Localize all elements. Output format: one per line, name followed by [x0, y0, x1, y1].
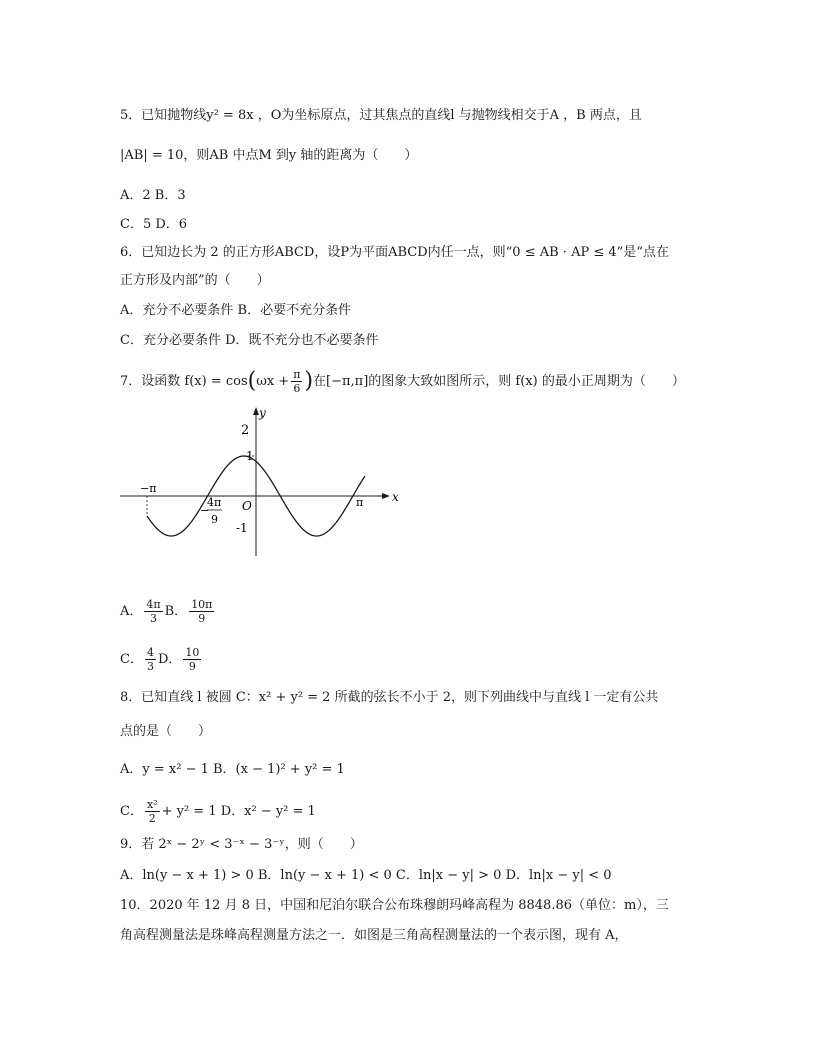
q8-options-ab: A．y = x² − 1 B．(x − 1)² + y² = 1	[120, 762, 345, 777]
q7-optC-label: C．	[120, 652, 143, 667]
q7-pi-den: 6	[293, 382, 301, 395]
q8-optC-num: x²	[146, 798, 158, 811]
q7-optA-num: 4π	[146, 598, 161, 611]
q7-paren-open: (	[247, 368, 257, 394]
q7-prefix: 7．设函数 f(x) = cos	[120, 374, 248, 389]
q7-optD-den: 9	[188, 660, 196, 673]
q7-arg: ωx +	[256, 374, 290, 389]
q5-stem-line1: 5．已知抛物线y² = 8x ，O为坐标原点，过其焦点的直线l 与抛物线相交于A ，B 两点，且	[120, 108, 642, 123]
q7-options-ab	[120, 598, 216, 625]
tick-neg-sign: −	[200, 504, 210, 517]
q7-graph-svg	[118, 404, 410, 562]
x-axis-label: x	[392, 490, 399, 504]
q7-optA-label: A．	[120, 604, 143, 619]
q8-optC-frac	[145, 798, 160, 825]
tick-label-neg1: -1	[236, 521, 248, 535]
q7-optA-den: 3	[150, 612, 157, 625]
q5-options-ab: A．2 B．3	[120, 188, 186, 203]
q7-options-cd	[120, 646, 203, 673]
q7-optC-num: 4	[146, 646, 154, 659]
q10-stem-line1: 10．2020 年 12 月 8 日，中国和尼泊尔联合公布珠穆朗玛峰高程为 8848.86（单位：m），三	[120, 898, 669, 913]
q7-pi-num: π	[293, 368, 301, 381]
q8-optC-den: 2	[148, 812, 156, 825]
q6-stem-line1: 6．已知边长为 2 的正方形ABCD，设P为平面ABCD内任一点，则“0 ≤ AB · AP ≤ 4”是“点在	[120, 245, 669, 260]
q5-stem-line2: |AB| = 10，则AB 中点M 到y 轴的距离为（ ）	[120, 148, 418, 163]
q7-optD-frac	[183, 646, 201, 673]
q10-stem-line2: 角高程测量法是珠峰高程测量方法之一．如图是三角高程测量法的一个表示图，现有 A，	[120, 928, 628, 943]
q8-optC-rest: + y² = 1 D．x² − y² = 1	[161, 804, 316, 819]
q7-optA-frac	[144, 598, 162, 625]
q9-stem: 9．若 2ˣ − 2ʸ < 3⁻ˣ − 3⁻ʸ，则（ ）	[120, 837, 363, 852]
q6-options-ab: A．充分不必要条件 B．必要不充分条件	[120, 303, 352, 318]
q6-stem-line2: 正方形及内部”的（ ）	[120, 273, 270, 288]
tick-label-2: 2	[241, 423, 250, 438]
q7-optD-num: 10	[185, 646, 200, 659]
tick-4pi-den: 9	[211, 513, 218, 526]
tick-label-pi: π	[356, 496, 364, 509]
q7-optD-label: D．	[157, 652, 182, 667]
q7-stem	[120, 368, 685, 395]
q8-optC-label: C．	[120, 804, 143, 819]
q7-optC-frac	[145, 646, 156, 673]
q7-cosine-graph	[118, 404, 410, 562]
tick-4pi-num: 4π	[207, 496, 222, 509]
tick-label-neg-pi: −π	[140, 482, 157, 495]
q7-pi-over-6	[291, 368, 302, 395]
q7-optB-num: 10π	[191, 598, 213, 611]
q5-options-cd: C．5 D．6	[120, 217, 188, 232]
y-axis-label: y	[259, 406, 266, 420]
q7-optB-label: B．	[164, 604, 188, 619]
x-axis-arrow-icon	[382, 493, 390, 499]
tick-label-1: 1	[246, 449, 254, 463]
q7-optC-den: 3	[146, 660, 154, 673]
q8-stem-line2: 点的是（ ）	[120, 724, 212, 739]
q7-optB-frac	[189, 598, 214, 625]
q7-suffix: 在[−π,π]的图象大致如图所示，则 f(x) 的最小正周期为（ ）	[313, 374, 685, 389]
q7-paren-close: )	[304, 368, 314, 394]
q7-optB-den: 9	[198, 612, 206, 625]
origin-label: O	[242, 499, 252, 513]
q8-options-cd	[120, 798, 316, 825]
q8-stem-line1: 8．已知直线 l 被圆 C：x² + y² = 2 所截的弦长不小于 2，则下列曲线中与直线 l 一定有公共	[120, 690, 659, 705]
q6-options-cd: C．充分必要条件 D．既不充分也不必要条件	[120, 333, 379, 348]
q9-options: A．ln(y − x + 1) > 0 B．ln(y − x + 1) < 0 C．ln|x − y| > 0 D．ln|x − y| < 0	[120, 868, 612, 883]
